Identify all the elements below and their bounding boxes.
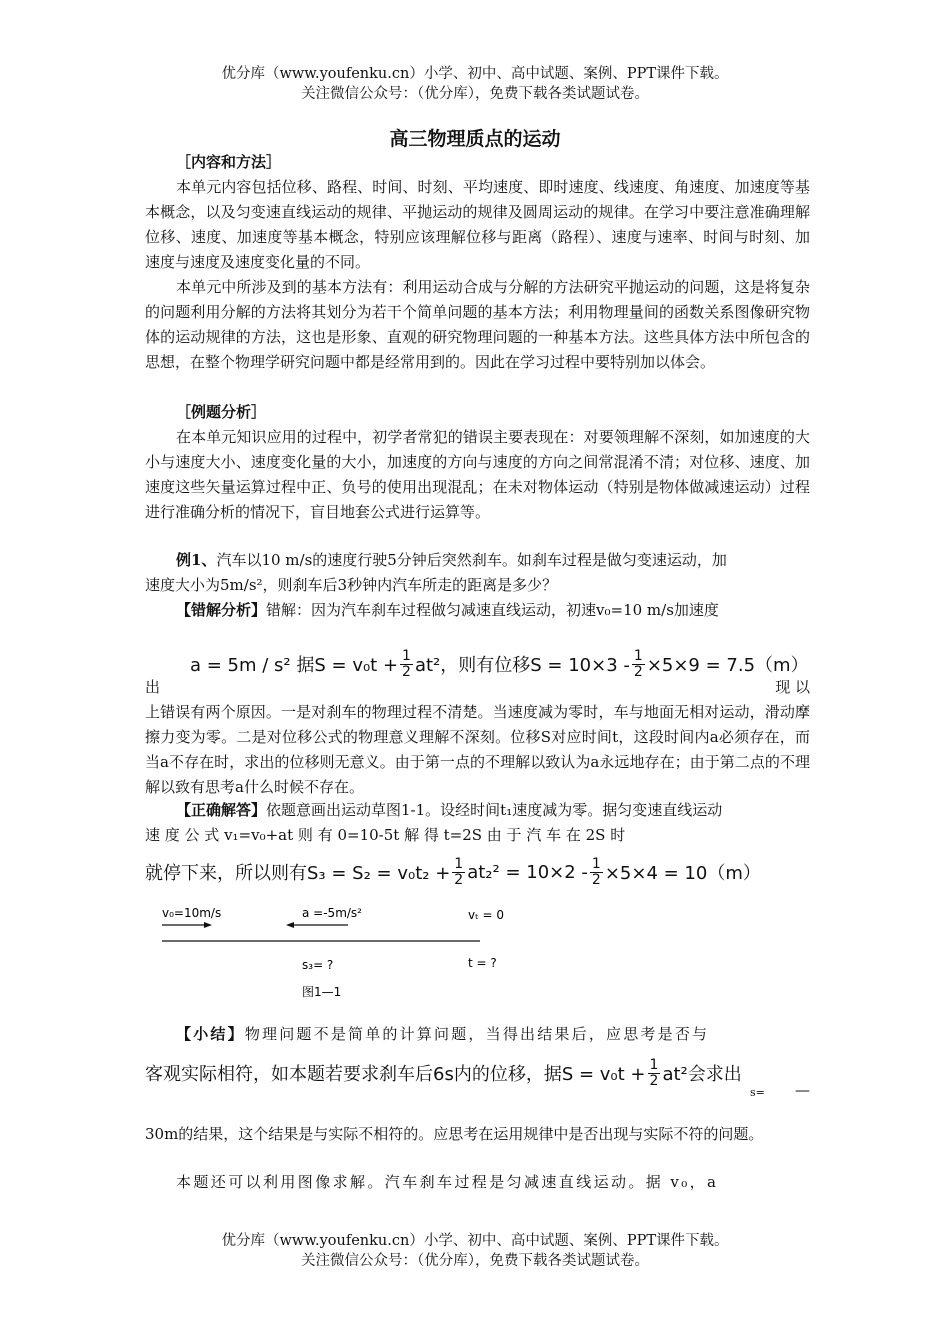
summary-s-equals: s=: [750, 1086, 765, 1099]
correct-answer-line-2: 速 度 公 式 v₁=v₀+at 则 有 0=10-5t 解 得 t=2S 由 于 汽 车 在 2S 时: [145, 826, 626, 844]
page-footer: [0, 1231, 950, 1271]
word-chu: 出: [145, 678, 161, 696]
summary-text: 物理问题不是简单的计算问题，当得出结果后，应思考是否与: [244, 1025, 710, 1043]
wrong-explanation: 上错误有两个原因。一是对刹车的物理过程不清楚。当速度减为零时，车与地面无相对运动，滑动摩擦力变为零。二是对位移公式的物理意义理解不深刻。位移S对应时间t，这段时间内a必须存在，而当a不存在时，求出的位移则无意义。由于第一点的不理解以致认为a永远地存在；由于第二点的不理解以致有思考a什么时候不存在。: [145, 703, 810, 796]
correct-answer-label: 【正确解答】: [176, 801, 267, 819]
example-1-line-1: [145, 548, 810, 573]
fraction-numerator: 1: [633, 647, 643, 664]
fraction-numerator: 1: [591, 855, 601, 872]
wrong-analysis-label: 【错解分析】: [176, 601, 267, 619]
summary-label: 【小结】: [176, 1025, 245, 1043]
wrong-analysis-text: 错解：因为汽车刹车过程做匀减速直线运动，初速v₀=10 m/s加速度: [266, 601, 719, 619]
fraction-half-2: [632, 649, 645, 680]
fraction-denominator: 2: [633, 663, 643, 680]
formula-1-part-b: at²，则有位移S = 10×3 -: [414, 655, 630, 676]
arrow-a-head: [286, 922, 294, 928]
fraction-numerator: 1: [454, 855, 464, 872]
page-title: 高三物理质点的运动: [389, 128, 561, 150]
fraction-denominator: 2: [649, 1072, 659, 1089]
formula-1-part-c: ×5×9 = 7.5（m）: [646, 655, 809, 676]
formula-1-part-a: a = 5m / s² 据S = v₀t +: [190, 655, 399, 676]
correct-answer-line: [145, 798, 810, 823]
summary-line-3: 30m的结果，这个结果是与实际不相符的。应思考在运用规律中是否出现与实际不符的问题。: [145, 1125, 764, 1143]
figure-v0-label: v₀=10m/s: [162, 906, 222, 920]
section-heading-content-method: ［内容和方法］: [176, 153, 282, 171]
page-header: [0, 64, 950, 104]
fraction-half-3: [452, 857, 465, 888]
figure-vt-label: vₜ = 0: [468, 908, 504, 922]
header-line-1: 优分库（www.youfenku.cn）小学、初中、高中试题、案例、PPT课件下载。: [221, 66, 729, 82]
fraction-denominator: 2: [454, 871, 464, 888]
paragraph-2: 本单元中所涉及到的基本方法有：利用运动合成与分解的方法研究平抛运动的问题，这是将复杂的问题利用分解的方法将其划分为若干个简单问题的基本方法；利用物理量间的函数关系图像研究物体的运动规律的方法，这也是形象、直观的研究物理问题的一种基本方法。这些具体方法中所包含的思想，在整个物理学研究问题中都是经常用到的。因此在学习过程中要特别加以体会。: [145, 278, 810, 371]
formula-3-part-b: at²会求出: [662, 1064, 742, 1085]
figure-1-1-motion-sketch: [150, 895, 550, 1005]
section-heading-example-analysis: ［例题分析］: [176, 403, 267, 421]
fraction-half-1: [400, 649, 413, 680]
summary-line-1: [145, 1022, 810, 1047]
wrong-analysis-line: [145, 598, 810, 623]
figure-a-label: a =-5m/s²: [302, 906, 362, 920]
arrow-v0-head: [204, 922, 212, 928]
fraction-numerator: 1: [402, 647, 411, 664]
paragraph-3: 在本单元知识应用的过程中，初学者常犯的错误主要表现在：对要领理解不深刻，如加速度的大小与速度大小、速度变化量的大小，加速度的方向与速度的方向之间常混淆不清；对位移、速度、加速度这些矢量运算过程中正、负号的使用出现混乱；在未对物体运动（特别是物体做减速运动）过程进行准确分析的情况下，盲目地套公式进行运算等。: [145, 428, 810, 521]
example-1-line-2: 速度大小为5m/s²，则刹车后3秒钟内汽车所走的距离是多少？: [145, 576, 558, 594]
figure-caption: 图1—1: [302, 985, 342, 999]
word-xian-yi: 现 以: [775, 678, 810, 696]
formula-2-part-a: 就停下来，所以则有S₃ = S₂ = v₀t₂ +: [145, 863, 451, 884]
fraction-denominator: 2: [402, 663, 411, 680]
fraction-half-4: [590, 857, 603, 888]
formula-summary: [145, 1053, 742, 1093]
footer-line-2: 关注微信公众号：（优分库），免费下载各类试题试卷。: [301, 1253, 649, 1269]
formula-3-part-a: 客观实际相符，如本题若要求刹车后6s内的位移，据S = v₀t +: [145, 1064, 646, 1085]
formula-wrong-displacement: [190, 644, 809, 684]
example-1-label: 例1、: [176, 551, 217, 569]
fraction-numerator: 1: [649, 1056, 659, 1073]
summary-dash: —: [795, 1081, 810, 1099]
paragraph-1: 本单元内容包括位移、路程、时间、时刻、平均速度、即时速度、线速度、角速度、加速度等基本概念，以及匀变速直线运动的规律、平抛运动的规律及圆周运动的规律。在学习中要注意准确理解位移、速度、加速度等基本概念，特别应该理解位移与距离（路程）、速度与速率、时间与时刻、加速度与速度及速度变化量的不同。: [145, 178, 810, 271]
figure-t-label: t = ?: [468, 956, 497, 970]
fraction-half-5: [648, 1058, 661, 1089]
formula-2-part-b: at₂² = 10×2 -: [467, 861, 588, 883]
header-line-2: 关注微信公众号：（优分库），免费下载各类试题试卷。: [301, 86, 649, 102]
summary-line-4: 本题还可以利用图像求解。汽车刹车过程是匀减速直线运动。据 v₀，a: [176, 1173, 719, 1191]
formula-2-part-c: ×5×4 = 10（m）: [604, 863, 761, 884]
example-1-text: 汽车以10 m/s的速度行驶5分钟后突然刹车。如刹车过程是做匀变速运动，加: [216, 551, 727, 569]
formula-correct-displacement: [145, 852, 761, 892]
footer-line-1: 优分库（www.youfenku.cn）小学、初中、高中试题、案例、PPT课件下载。: [221, 1233, 729, 1249]
correct-answer-text: 依题意画出运动草图1-1。设经时间t₁速度减为零。据匀变速直线运动: [266, 801, 723, 819]
figure-s3-label: s₃= ?: [302, 958, 334, 972]
fraction-denominator: 2: [591, 871, 601, 888]
